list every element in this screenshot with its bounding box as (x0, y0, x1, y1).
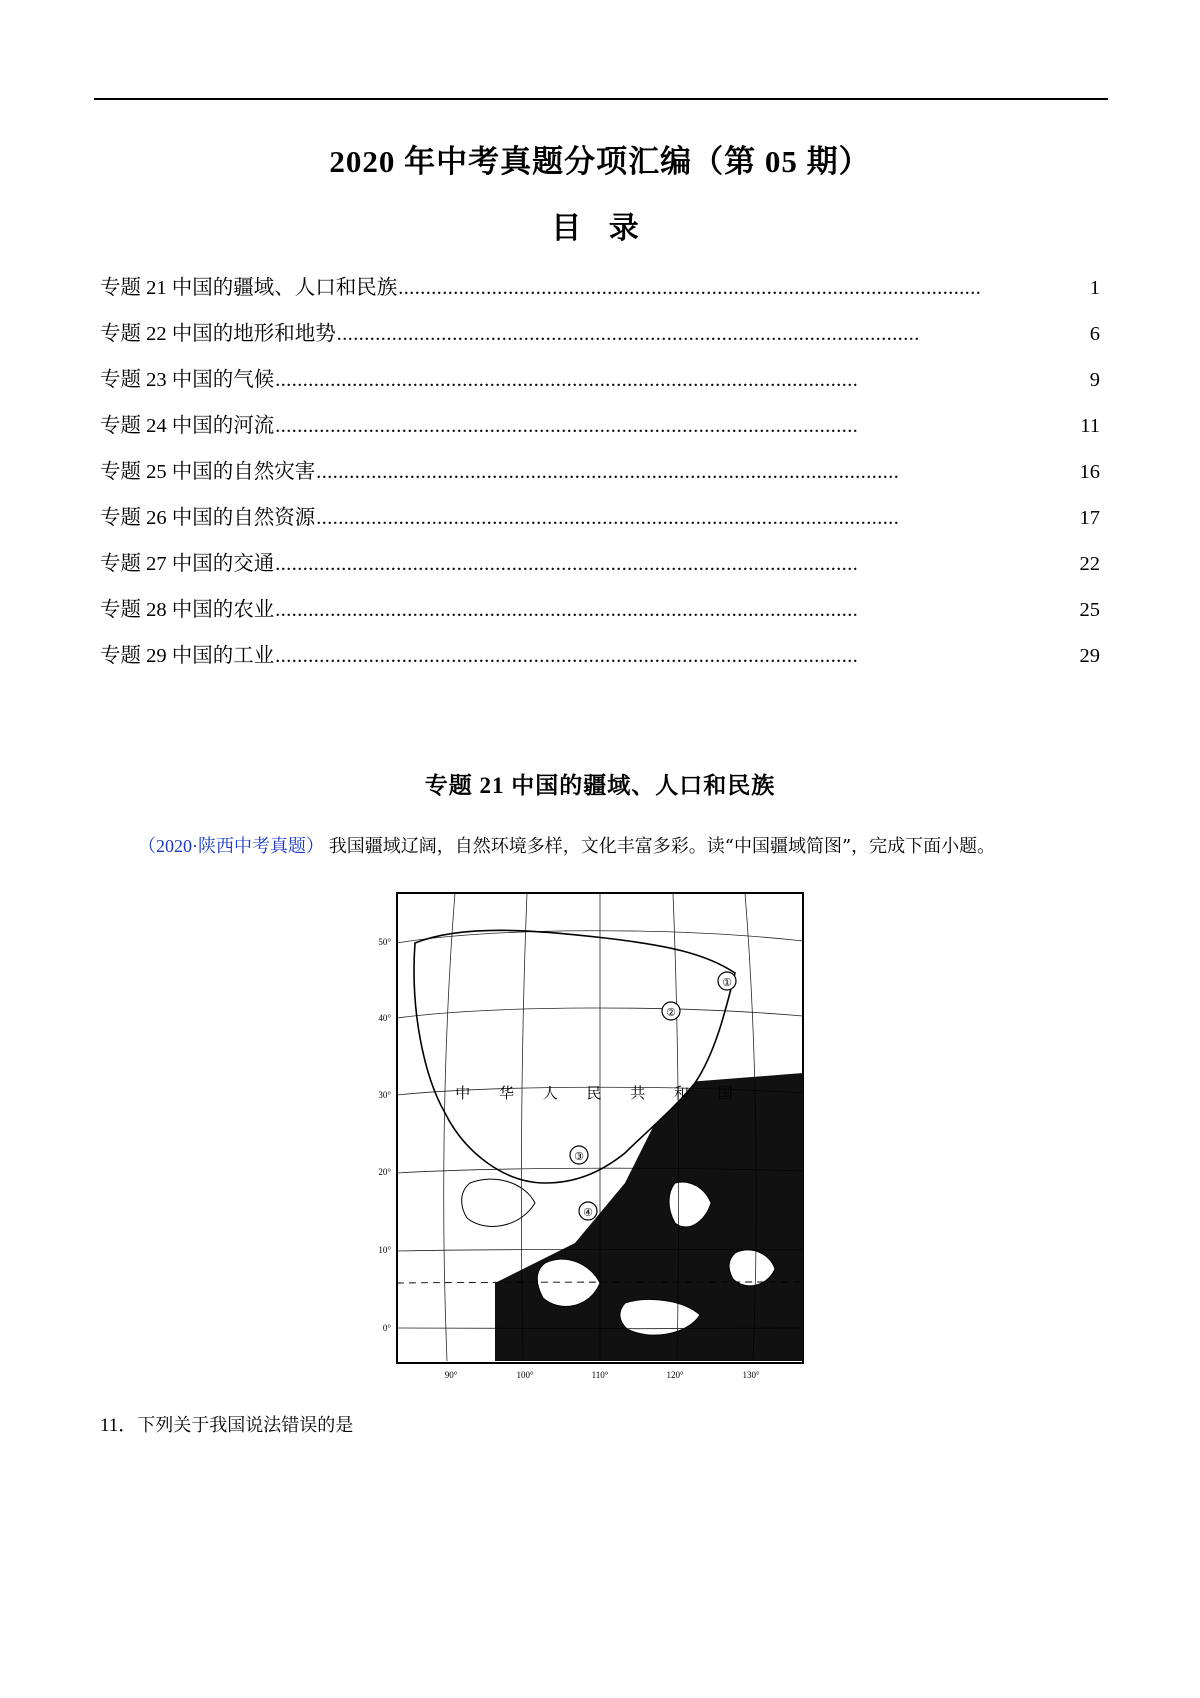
svg-text:130°: 130° (742, 1370, 760, 1380)
toc-entry-page: 17 (1079, 507, 1100, 529)
list-item[interactable] (100, 495, 1100, 541)
toc-leader-dots: .......................................................................................................... (336, 323, 920, 345)
figure-container (100, 883, 1100, 1383)
svg-text:90°: 90° (444, 1370, 458, 1380)
toc-leader-dots: .......................................................................................................... (275, 599, 859, 621)
toc-heading: 目 录 (551, 212, 649, 245)
toc-entry-label: 专题 26 中国的自然资源 (100, 507, 316, 529)
svg-text:10°: 10° (378, 1245, 391, 1255)
svg-text:40°: 40° (378, 1013, 391, 1023)
page-title: 2020 年中考真题分项汇编（第 05 期） (329, 144, 871, 179)
list-item[interactable] (100, 587, 1100, 633)
svg-text:100°: 100° (516, 1370, 534, 1380)
list-item[interactable] (100, 357, 1100, 403)
list-item[interactable] (100, 403, 1100, 449)
toc-entry-label: 专题 27 中国的交通 (100, 553, 275, 575)
question-number: 11． (100, 1415, 138, 1436)
svg-text:③: ③ (574, 1151, 584, 1163)
china-territory-map (375, 883, 825, 1383)
toc-entry-label: 专题 29 中国的工业 (100, 645, 275, 667)
toc-leader-dots: .......................................................................................................... (275, 645, 859, 667)
toc-entry-page: 22 (1079, 553, 1100, 575)
toc-entry-label: 专题 21 中国的疆域、人口和民族 (100, 277, 398, 299)
svg-text:④: ④ (583, 1207, 593, 1219)
svg-text:50°: 50° (378, 937, 391, 947)
list-item[interactable] (100, 633, 1100, 679)
header-rule (94, 98, 1108, 100)
toc-leader-dots: .......................................................................................................... (316, 461, 900, 483)
page-content (100, 0, 1100, 1443)
toc-leader-dots: .......................................................................................................... (398, 277, 982, 299)
section-heading: 专题 21 中国的疆域、人口和民族 (424, 773, 776, 798)
map-svg (375, 883, 825, 1383)
map-country-label: 中 华 人 民 共 和 国 (455, 1084, 745, 1102)
list-item[interactable] (100, 265, 1100, 311)
svg-text:110°: 110° (591, 1370, 609, 1380)
svg-text:①: ① (722, 977, 732, 989)
toc-entry-page: 6 (1089, 323, 1100, 345)
toc-entry-page: 29 (1079, 645, 1100, 667)
toc-leader-dots: .......................................................................................................... (275, 553, 859, 575)
list-item[interactable] (100, 311, 1100, 357)
toc-entry-page: 25 (1079, 599, 1100, 621)
svg-text:120°: 120° (666, 1370, 684, 1380)
question-stem (100, 826, 1100, 867)
question-source: （2020·陕西中考真题） (138, 836, 324, 856)
toc-entry-page: 1 (1089, 277, 1100, 299)
toc-leader-dots: .......................................................................................................... (275, 369, 859, 391)
toc-entry-page: 9 (1089, 369, 1100, 391)
table-of-contents (100, 265, 1100, 679)
toc-entry-label: 专题 25 中国的自然灾害 (100, 461, 316, 483)
svg-text:20°: 20° (378, 1167, 391, 1177)
toc-entry-label: 专题 23 中国的气候 (100, 369, 275, 391)
question-11 (100, 1409, 1100, 1443)
toc-entry-label: 专题 28 中国的农业 (100, 599, 275, 621)
toc-entry-page: 16 (1079, 461, 1100, 483)
toc-leader-dots: .......................................................................................................... (275, 415, 859, 437)
svg-text:②: ② (666, 1007, 676, 1019)
toc-leader-dots: .......................................................................................................... (316, 507, 900, 529)
list-item[interactable] (100, 449, 1100, 495)
toc-entry-label: 专题 24 中国的河流 (100, 415, 275, 437)
toc-entry-label: 专题 22 中国的地形和地势 (100, 323, 336, 345)
toc-entry-page: 11 (1080, 415, 1100, 437)
svg-text:30°: 30° (378, 1090, 391, 1100)
list-item[interactable] (100, 541, 1100, 587)
question-stem-text: 我国疆域辽阔，自然环境多样，文化丰富多彩。读“中国疆域简图”，完成下面小题。 (328, 836, 996, 857)
question-text: 下列关于我国说法错误的是 (137, 1415, 354, 1436)
svg-text:0°: 0° (382, 1323, 391, 1333)
